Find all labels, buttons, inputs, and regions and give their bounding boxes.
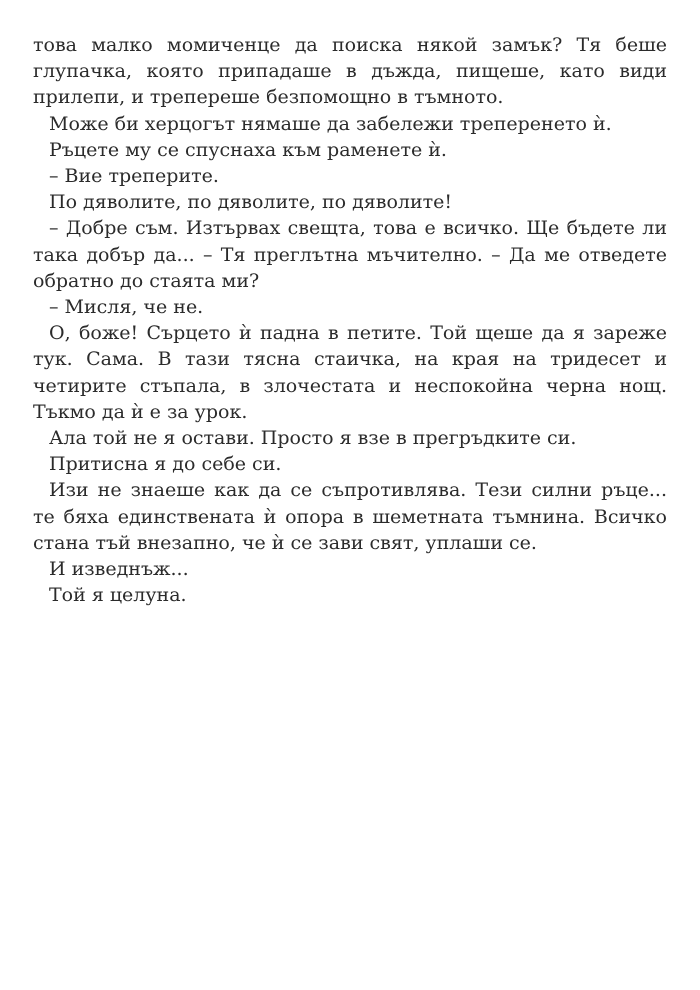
paragraph-3: Ръцете му се спуснаха към раменете ѝ. bbox=[49, 138, 447, 161]
paragraph-12: И изведнъж... bbox=[49, 558, 189, 581]
paragraph-10: Притисна я до себе си. bbox=[49, 453, 282, 476]
paragraph-2: Може би херцогът нямаше да забележи треперенето ѝ. bbox=[49, 112, 612, 135]
paragraph-8: О, боже! Сърцето ѝ падна в петите. Той щеше да я зареже тук. Сама. В тази тясна стаичка, на края на тридесет и четирите стъпала, в злочестата и неспокойна черна нощ. Тъкмо да ѝ е за урок. bbox=[33, 322, 667, 423]
book-page bbox=[33, 32, 667, 608]
paragraph-9: Ала той не я остави. Просто я взе в прегръдките си. bbox=[49, 427, 577, 450]
paragraph-13: Той я целуна. bbox=[49, 584, 187, 607]
paragraph-6: – Добре съм. Изтървах свещта, това е всичко. Ще бъдете ли така добър да... – Тя преглътна мъчително. – Да ме отведете обратно до стаята ми? bbox=[33, 217, 667, 292]
paragraph-1: това малко момиченце да поиска някой замък? Тя беше глупачка, която припадаше в дъжда, пищеше, като види прилепи, и трепереше безпомощно в тъмното. bbox=[33, 34, 667, 109]
paragraph-4: – Вие треперите. bbox=[49, 165, 219, 188]
paragraph-11: Изи не знаеше как да се съпротивлява. Тези силни ръце... те бяха единствената ѝ опора в шеметната тъмнина. Всичко стана тъй внезапно, че ѝ се зави свят, уплаши се. bbox=[33, 479, 667, 554]
paragraph-5: По дяволите, по дяволите, по дяволите! bbox=[49, 191, 453, 214]
paragraph-7: – Мисля, че не. bbox=[49, 296, 204, 319]
